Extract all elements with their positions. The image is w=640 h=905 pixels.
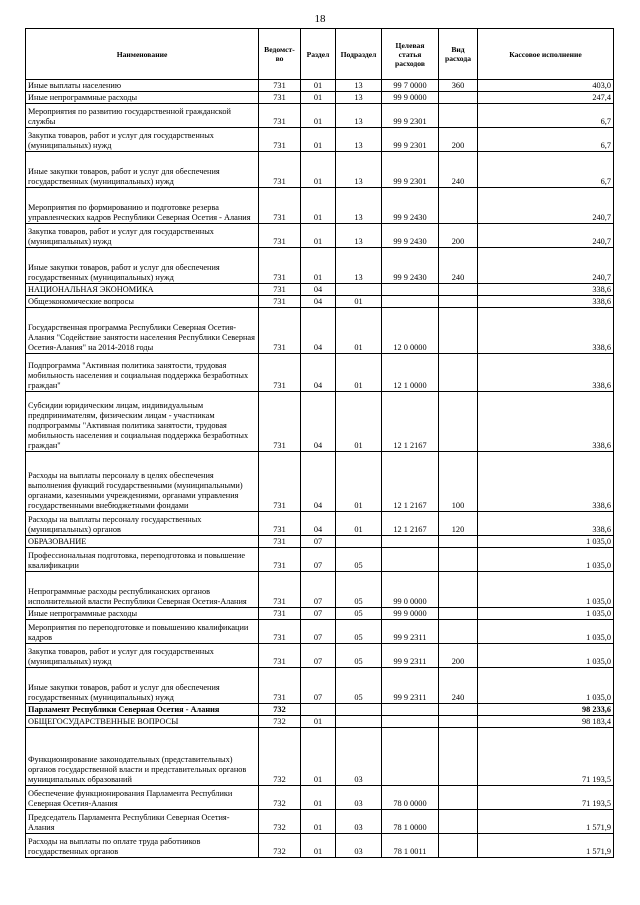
cell-target-article: 12 0 0000 [382, 308, 439, 354]
cell-cash-execution: 1 571,9 [478, 810, 614, 834]
cell-department: 731 [259, 608, 301, 620]
cell-name: ОБРАЗОВАНИЕ [26, 536, 259, 548]
cell-section: 07 [301, 536, 336, 548]
cell-section: 01 [301, 248, 336, 284]
cell-department: 731 [259, 104, 301, 128]
cell-cash-execution: 247,4 [478, 92, 614, 104]
cell-subsection: 03 [336, 786, 382, 810]
cell-department: 731 [259, 392, 301, 452]
table-row [26, 512, 614, 536]
cell-subsection: 13 [336, 152, 382, 188]
cell-expense-type [439, 620, 478, 644]
cell-section: 04 [301, 452, 336, 512]
cell-name: Функционирование законодательных (представительных) органов государственной власти и представительных органов муниципальных образований [26, 728, 259, 786]
cell-department: 732 [259, 704, 301, 716]
header-section: Раздел [301, 29, 336, 80]
cell-expense-type [439, 392, 478, 452]
cell-target-article: 99 9 0000 [382, 608, 439, 620]
cell-cash-execution: 403,0 [478, 80, 614, 92]
cell-subsection: 03 [336, 834, 382, 858]
cell-subsection: 13 [336, 104, 382, 128]
cell-cash-execution: 1 035,0 [478, 620, 614, 644]
cell-department: 731 [259, 548, 301, 572]
cell-section: 07 [301, 608, 336, 620]
cell-subsection: 01 [336, 392, 382, 452]
table-row [26, 392, 614, 452]
cell-department: 731 [259, 224, 301, 248]
cell-section: 01 [301, 80, 336, 92]
cell-expense-type: 240 [439, 668, 478, 704]
cell-target-article: 99 9 2311 [382, 620, 439, 644]
cell-target-article: 99 9 2311 [382, 644, 439, 668]
cell-department: 732 [259, 786, 301, 810]
cell-name: Расходы на выплаты персоналу государственных (муниципальных) органов [26, 512, 259, 536]
cell-subsection: 05 [336, 668, 382, 704]
cell-section: 04 [301, 308, 336, 354]
cell-cash-execution: 1 035,0 [478, 608, 614, 620]
cell-department: 732 [259, 834, 301, 858]
cell-cash-execution: 6,7 [478, 104, 614, 128]
cell-expense-type [439, 704, 478, 716]
table-row [26, 786, 614, 810]
cell-expense-type [439, 284, 478, 296]
page-number: 18 [314, 13, 326, 25]
cell-subsection: 05 [336, 548, 382, 572]
header-name: Наименование [26, 29, 259, 80]
cell-cash-execution: 338,6 [478, 354, 614, 392]
header-cash-execution: Кассовое исполнение [478, 29, 614, 80]
cell-name: Закупка товаров, работ и услуг для государственных (муниципальных) нужд [26, 128, 259, 152]
cell-section: 01 [301, 728, 336, 786]
table-row [26, 92, 614, 104]
cell-department: 731 [259, 354, 301, 392]
cell-name: Субсидии юридическим лицам, индивидуальным предпринимателям, физическим лицам - участникам подпрограммы "Активная политика занятости, трудовая мобильность населения и социальная поддержка безработных граждан" [26, 392, 259, 452]
cell-subsection: 01 [336, 452, 382, 512]
cell-department: 731 [259, 80, 301, 92]
table-row [26, 248, 614, 284]
cell-section: 07 [301, 548, 336, 572]
cell-subsection: 01 [336, 308, 382, 354]
cell-expense-type [439, 834, 478, 858]
table-header-row [26, 29, 614, 80]
table-row [26, 644, 614, 668]
cell-subsection: 03 [336, 810, 382, 834]
cell-section: 07 [301, 572, 336, 608]
cell-department: 731 [259, 620, 301, 644]
cell-department: 732 [259, 810, 301, 834]
cell-target-article: 99 9 2430 [382, 224, 439, 248]
cell-department: 731 [259, 128, 301, 152]
table-row [26, 548, 614, 572]
cell-expense-type: 200 [439, 644, 478, 668]
cell-cash-execution: 1 035,0 [478, 572, 614, 608]
cell-cash-execution: 98 183,4 [478, 716, 614, 728]
cell-name: Обеспечение функционирования Парламента Республики Северная Осетия-Алания [26, 786, 259, 810]
table-row [26, 608, 614, 620]
cell-name: Иные непрограммные расходы [26, 92, 259, 104]
cell-subsection: 13 [336, 92, 382, 104]
cell-expense-type: 360 [439, 80, 478, 92]
cell-subsection: 01 [336, 512, 382, 536]
cell-target-article: 78 0 0000 [382, 786, 439, 810]
cell-expense-type [439, 536, 478, 548]
cell-target-article: 99 9 2311 [382, 668, 439, 704]
cell-section: 04 [301, 296, 336, 308]
table-row [26, 668, 614, 704]
cell-department: 731 [259, 296, 301, 308]
cell-cash-execution: 338,6 [478, 284, 614, 296]
cell-target-article [382, 716, 439, 728]
cell-subsection: 01 [336, 354, 382, 392]
table-row [26, 296, 614, 308]
cell-name: Парламент Республики Северная Осетия - Алания [26, 704, 259, 716]
cell-target-article: 99 9 2301 [382, 152, 439, 188]
cell-section: 07 [301, 620, 336, 644]
cell-name: Мероприятия по переподготовке и повышению квалификации кадров [26, 620, 259, 644]
cell-expense-type: 100 [439, 452, 478, 512]
cell-section: 01 [301, 810, 336, 834]
cell-name: Иные закупки товаров, работ и услуг для обеспечения государственных (муниципальных) нужд [26, 248, 259, 284]
cell-name: ОБЩЕГОСУДАРСТВЕННЫЕ ВОПРОСЫ [26, 716, 259, 728]
cell-expense-type: 240 [439, 248, 478, 284]
cell-department: 731 [259, 248, 301, 284]
cell-expense-type [439, 728, 478, 786]
cell-section: 01 [301, 224, 336, 248]
cell-expense-type: 200 [439, 224, 478, 248]
cell-cash-execution: 71 193,5 [478, 728, 614, 786]
cell-subsection: 13 [336, 248, 382, 284]
cell-section: 04 [301, 284, 336, 296]
cell-name: Иные закупки товаров, работ и услуг для обеспечения государственных (муниципальных) нужд [26, 668, 259, 704]
cell-target-article: 99 9 2430 [382, 248, 439, 284]
cell-target-article [382, 548, 439, 572]
table-row [26, 152, 614, 188]
cell-name: Закупка товаров, работ и услуг для государственных (муниципальных) нужд [26, 224, 259, 248]
cell-subsection: 05 [336, 644, 382, 668]
cell-cash-execution: 1 035,0 [478, 536, 614, 548]
cell-name: Иные закупки товаров, работ и услуг для обеспечения государственных (муниципальных) нужд [26, 152, 259, 188]
cell-expense-type [439, 104, 478, 128]
cell-target-article: 78 1 0011 [382, 834, 439, 858]
cell-name: Мероприятия по формированию и подготовке резерва управленческих кадров Республики Северная Осетия - Алания [26, 188, 259, 224]
cell-subsection: 05 [336, 608, 382, 620]
cell-subsection: 13 [336, 224, 382, 248]
header-subsection: Подраздел [336, 29, 382, 80]
cell-cash-execution: 6,7 [478, 152, 614, 188]
cell-cash-execution: 240,7 [478, 248, 614, 284]
cell-name: Государственная программа Республики Северная Осетия-Алания "Содействие занятости населения Республики Северная Осетия-Алания" на 2014-2018 годы [26, 308, 259, 354]
cell-expense-type: 240 [439, 152, 478, 188]
cell-expense-type [439, 354, 478, 392]
cell-expense-type [439, 308, 478, 354]
cell-target-article: 12 1 2167 [382, 452, 439, 512]
table-row [26, 452, 614, 512]
cell-cash-execution: 338,6 [478, 512, 614, 536]
table-row [26, 810, 614, 834]
cell-section: 04 [301, 392, 336, 452]
table-row [26, 104, 614, 128]
cell-section: 01 [301, 716, 336, 728]
cell-subsection [336, 716, 382, 728]
cell-section: 04 [301, 354, 336, 392]
table-row [26, 728, 614, 786]
cell-target-article: 99 9 0000 [382, 92, 439, 104]
cell-subsection: 13 [336, 188, 382, 224]
cell-expense-type: 120 [439, 512, 478, 536]
table-row [26, 536, 614, 548]
cell-cash-execution: 1 035,0 [478, 548, 614, 572]
cell-section: 07 [301, 668, 336, 704]
cell-expense-type [439, 786, 478, 810]
cell-target-article: 12 1 2167 [382, 512, 439, 536]
cell-name: Иные непрограммные расходы [26, 608, 259, 620]
cell-cash-execution: 240,7 [478, 188, 614, 224]
cell-expense-type [439, 716, 478, 728]
cell-expense-type [439, 188, 478, 224]
cell-cash-execution: 1 571,9 [478, 834, 614, 858]
cell-cash-execution: 240,7 [478, 224, 614, 248]
table-row [26, 354, 614, 392]
cell-target-article: 12 1 0000 [382, 354, 439, 392]
cell-name: Общеэкономические вопросы [26, 296, 259, 308]
cell-expense-type [439, 92, 478, 104]
cell-target-article [382, 296, 439, 308]
cell-subsection: 01 [336, 296, 382, 308]
cell-target-article [382, 728, 439, 786]
cell-department: 732 [259, 716, 301, 728]
cell-department: 731 [259, 92, 301, 104]
cell-section [301, 704, 336, 716]
table-row [26, 80, 614, 92]
cell-department: 731 [259, 668, 301, 704]
header-target-article: Целевая статья расходов [382, 29, 439, 80]
cell-name: Закупка товаров, работ и услуг для государственных (муниципальных) нужд [26, 644, 259, 668]
cell-subsection [336, 536, 382, 548]
table-row [26, 716, 614, 728]
cell-target-article: 99 0 0000 [382, 572, 439, 608]
budget-execution-table [25, 28, 614, 858]
cell-subsection: 05 [336, 572, 382, 608]
cell-section: 01 [301, 152, 336, 188]
cell-name: Иные выплаты населению [26, 80, 259, 92]
table-row [26, 188, 614, 224]
cell-name: Подпрограмма "Активная политика занятости, трудовая мобильность населения и социальная поддержка безработных граждан" [26, 354, 259, 392]
table-row [26, 128, 614, 152]
cell-target-article: 99 9 2430 [382, 188, 439, 224]
cell-expense-type [439, 296, 478, 308]
cell-department: 731 [259, 644, 301, 668]
cell-name: НАЦИОНАЛЬНАЯ ЭКОНОМИКА [26, 284, 259, 296]
cell-department: 731 [259, 188, 301, 224]
cell-target-article: 78 1 0000 [382, 810, 439, 834]
cell-expense-type [439, 608, 478, 620]
cell-cash-execution: 71 193,5 [478, 786, 614, 810]
cell-department: 731 [259, 536, 301, 548]
cell-name: Расходы на выплаты персоналу в целях обеспечения выполнения функций государственными (муниципальными) органами, казенными учреждениями, органами управления государственными внебюджетными фондами [26, 452, 259, 512]
cell-department: 731 [259, 452, 301, 512]
table-row [26, 224, 614, 248]
header-expense-type: Вид расхода [439, 29, 478, 80]
cell-cash-execution: 6,7 [478, 128, 614, 152]
cell-name: Председатель Парламента Республики Северная Осетия-Алания [26, 810, 259, 834]
cell-target-article: 99 9 2301 [382, 104, 439, 128]
cell-target-article: 12 1 2167 [382, 392, 439, 452]
cell-target-article: 99 7 0000 [382, 80, 439, 92]
cell-cash-execution: 338,6 [478, 308, 614, 354]
table-row [26, 704, 614, 716]
table-row [26, 834, 614, 858]
cell-name: Непрограммные расходы республиканских органов исполнительной власти Республики Северная Осетия-Алания [26, 572, 259, 608]
cell-section: 01 [301, 188, 336, 224]
cell-cash-execution: 338,6 [478, 296, 614, 308]
cell-expense-type: 200 [439, 128, 478, 152]
cell-subsection: 03 [336, 728, 382, 786]
cell-expense-type [439, 810, 478, 834]
cell-cash-execution: 1 035,0 [478, 668, 614, 704]
cell-target-article [382, 536, 439, 548]
cell-expense-type [439, 548, 478, 572]
table-row [26, 572, 614, 608]
cell-target-article [382, 284, 439, 296]
cell-subsection [336, 284, 382, 296]
header-department: Ведомст-во [259, 29, 301, 80]
cell-department: 731 [259, 284, 301, 296]
table-row [26, 308, 614, 354]
cell-target-article: 99 9 2301 [382, 128, 439, 152]
cell-target-article [382, 704, 439, 716]
cell-department: 731 [259, 152, 301, 188]
cell-subsection: 13 [336, 128, 382, 152]
cell-name: Мероприятия по развитию государственной гражданской службы [26, 104, 259, 128]
cell-department: 731 [259, 308, 301, 354]
cell-name: Профессиональная подготовка, переподготовка и повышение квалификации [26, 548, 259, 572]
cell-section: 04 [301, 512, 336, 536]
cell-expense-type [439, 572, 478, 608]
cell-department: 731 [259, 572, 301, 608]
cell-section: 07 [301, 644, 336, 668]
cell-cash-execution: 98 233,6 [478, 704, 614, 716]
cell-cash-execution: 338,6 [478, 392, 614, 452]
cell-section: 01 [301, 104, 336, 128]
cell-subsection: 13 [336, 80, 382, 92]
cell-cash-execution: 338,6 [478, 452, 614, 512]
table-row [26, 284, 614, 296]
cell-subsection [336, 704, 382, 716]
cell-section: 01 [301, 834, 336, 858]
cell-cash-execution: 1 035,0 [478, 644, 614, 668]
table-row [26, 620, 614, 644]
cell-name: Расходы на выплаты по оплате труда работников государственных органов [26, 834, 259, 858]
cell-department: 732 [259, 728, 301, 786]
cell-section: 01 [301, 128, 336, 152]
cell-section: 01 [301, 92, 336, 104]
cell-section: 01 [301, 786, 336, 810]
cell-subsection: 05 [336, 620, 382, 644]
table-body [26, 80, 614, 858]
cell-department: 731 [259, 512, 301, 536]
